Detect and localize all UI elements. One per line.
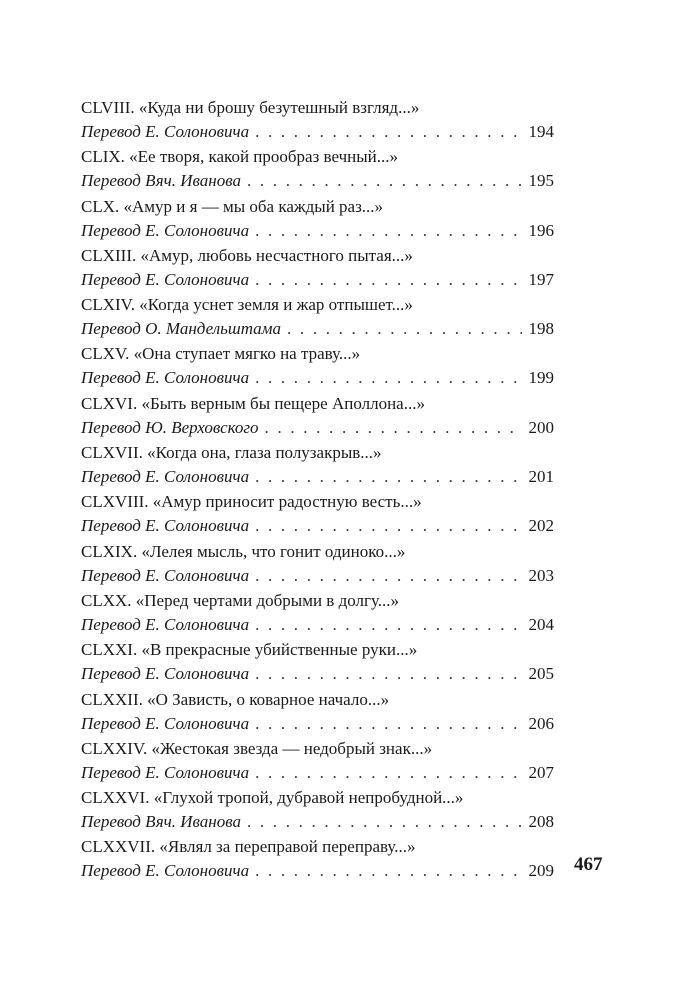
toc-entry [81, 244, 554, 293]
page-ref: 201 [528, 467, 554, 487]
page-ref: 207 [528, 762, 554, 782]
page-ref: 208 [528, 812, 554, 832]
poem-title: CLXIV. «Когда уснет земля и жар отпышет...» [81, 295, 413, 315]
toc-entry [81, 835, 554, 884]
page-ref: 199 [528, 368, 554, 388]
translator-line [81, 317, 554, 341]
translator-name: Перевод Е. Солоновича [81, 269, 250, 289]
translator-line [81, 810, 554, 834]
translator-name: Перевод Е. Солоновича [81, 467, 250, 487]
page-ref: 195 [528, 171, 554, 191]
dot-leader [255, 859, 522, 883]
poem-title: CLXIII. «Амур, любовь несчастного пытая...» [81, 245, 413, 265]
translator-line [81, 219, 554, 243]
page-ref: 198 [528, 319, 554, 339]
page-ref: 197 [528, 269, 554, 289]
page-ref: 202 [528, 516, 554, 536]
toc-entry [81, 195, 554, 244]
poem-title: CLX. «Амур и я — мы оба каждый раз...» [81, 196, 384, 216]
dot-leader [255, 662, 522, 686]
poem-title: CLXXVII. «Являл за переправой переправу...» [81, 837, 416, 857]
dot-leader [255, 613, 522, 637]
dot-leader [265, 416, 522, 440]
translator-line [81, 613, 554, 637]
dot-leader [247, 810, 522, 834]
dot-leader [255, 120, 522, 144]
translator-name: Перевод Е. Солоновича [81, 664, 250, 684]
toc-entry [81, 342, 554, 391]
translator-name: Перевод Ю. Верховского [81, 417, 259, 437]
dot-leader [255, 712, 522, 736]
translator-name: Перевод Вяч. Иванова [81, 812, 241, 832]
page-ref: 206 [528, 713, 554, 733]
translator-name: Перевод Е. Солоновича [81, 220, 250, 240]
translator-line [81, 416, 554, 440]
dot-leader [255, 761, 522, 785]
translator-line [81, 366, 554, 390]
translator-name: Перевод Е. Солоновича [81, 565, 250, 585]
translator-name: Перевод Е. Солоновича [81, 861, 250, 881]
poem-title: CLXXII. «О Зависть, о коварное начало...» [81, 689, 390, 709]
toc-entry [81, 145, 554, 194]
toc-entry [81, 540, 554, 589]
poem-title: CLXXI. «В прекрасные убийственные руки...» [81, 640, 418, 660]
translator-line [81, 761, 554, 785]
page-ref: 203 [528, 565, 554, 585]
poem-title: CLXVIII. «Амур приносит радостную весть...» [81, 492, 422, 512]
page-ref: 205 [528, 664, 554, 684]
toc-entry [81, 737, 554, 786]
dot-leader [255, 268, 522, 292]
translator-line [81, 120, 554, 144]
translator-name: Перевод Е. Солоновича [81, 762, 250, 782]
dot-leader [255, 366, 522, 390]
toc-entry [81, 392, 554, 441]
poem-title: CLVIII. «Куда ни брошу безутешный взгляд...» [81, 98, 420, 117]
poem-title: CLXIX. «Лелея мысль, что гонит одиноко...» [81, 541, 406, 561]
toc-entry [81, 589, 554, 638]
translator-line [81, 564, 554, 588]
translator-name: Перевод Е. Солоновича [81, 122, 250, 141]
translator-line [81, 712, 554, 736]
toc-entry [81, 638, 554, 687]
page-ref: 194 [528, 122, 554, 141]
translator-name: Перевод Е. Солоновича [81, 516, 250, 536]
toc-entry [81, 293, 554, 342]
dot-leader [287, 317, 522, 341]
toc-entry [81, 96, 554, 145]
toc-entry [81, 786, 554, 835]
poem-title: CLXV. «Она ступает мягко на траву...» [81, 344, 361, 364]
translator-line [81, 859, 554, 883]
translator-line [81, 465, 554, 489]
dot-leader [255, 465, 522, 489]
translator-line [81, 169, 554, 193]
page-ref: 204 [528, 614, 554, 634]
translator-line [81, 514, 554, 538]
dot-leader [255, 219, 522, 243]
page-ref: 209 [528, 861, 554, 881]
toc-entry [81, 688, 554, 737]
table-of-contents [81, 96, 554, 885]
dot-leader [255, 514, 522, 538]
page-number: 467 [574, 854, 603, 875]
poem-title: CLXVII. «Когда она, глаза полузакрыв...» [81, 443, 382, 463]
translator-name: Перевод Е. Солоновича [81, 368, 250, 388]
toc-entry [81, 490, 554, 539]
dot-leader [247, 169, 522, 193]
toc-entry [81, 441, 554, 490]
page-ref: 200 [528, 417, 554, 437]
translator-line [81, 662, 554, 686]
poem-title: CLXX. «Перед чертами добрыми в долгу...» [81, 590, 400, 610]
translator-name: Перевод Е. Солоновича [81, 713, 250, 733]
translator-line [81, 268, 554, 292]
translator-name: Перевод Вяч. Иванова [81, 171, 241, 191]
poem-title: CLIX. «Ее творя, какой прообраз вечный...» [81, 147, 399, 167]
translator-name: Перевод Е. Солоновича [81, 614, 250, 634]
dot-leader [255, 564, 522, 588]
page-ref: 196 [528, 220, 554, 240]
poem-title: CLXVI. «Быть верным бы пещере Аполлона...» [81, 393, 425, 413]
poem-title: CLXXVI. «Глухой тропой, дубравой непробудной...» [81, 788, 464, 808]
translator-name: Перевод О. Мандельштама [81, 319, 282, 339]
poem-title: CLXXIV. «Жестокая звезда — недобрый знак...» [81, 738, 433, 758]
